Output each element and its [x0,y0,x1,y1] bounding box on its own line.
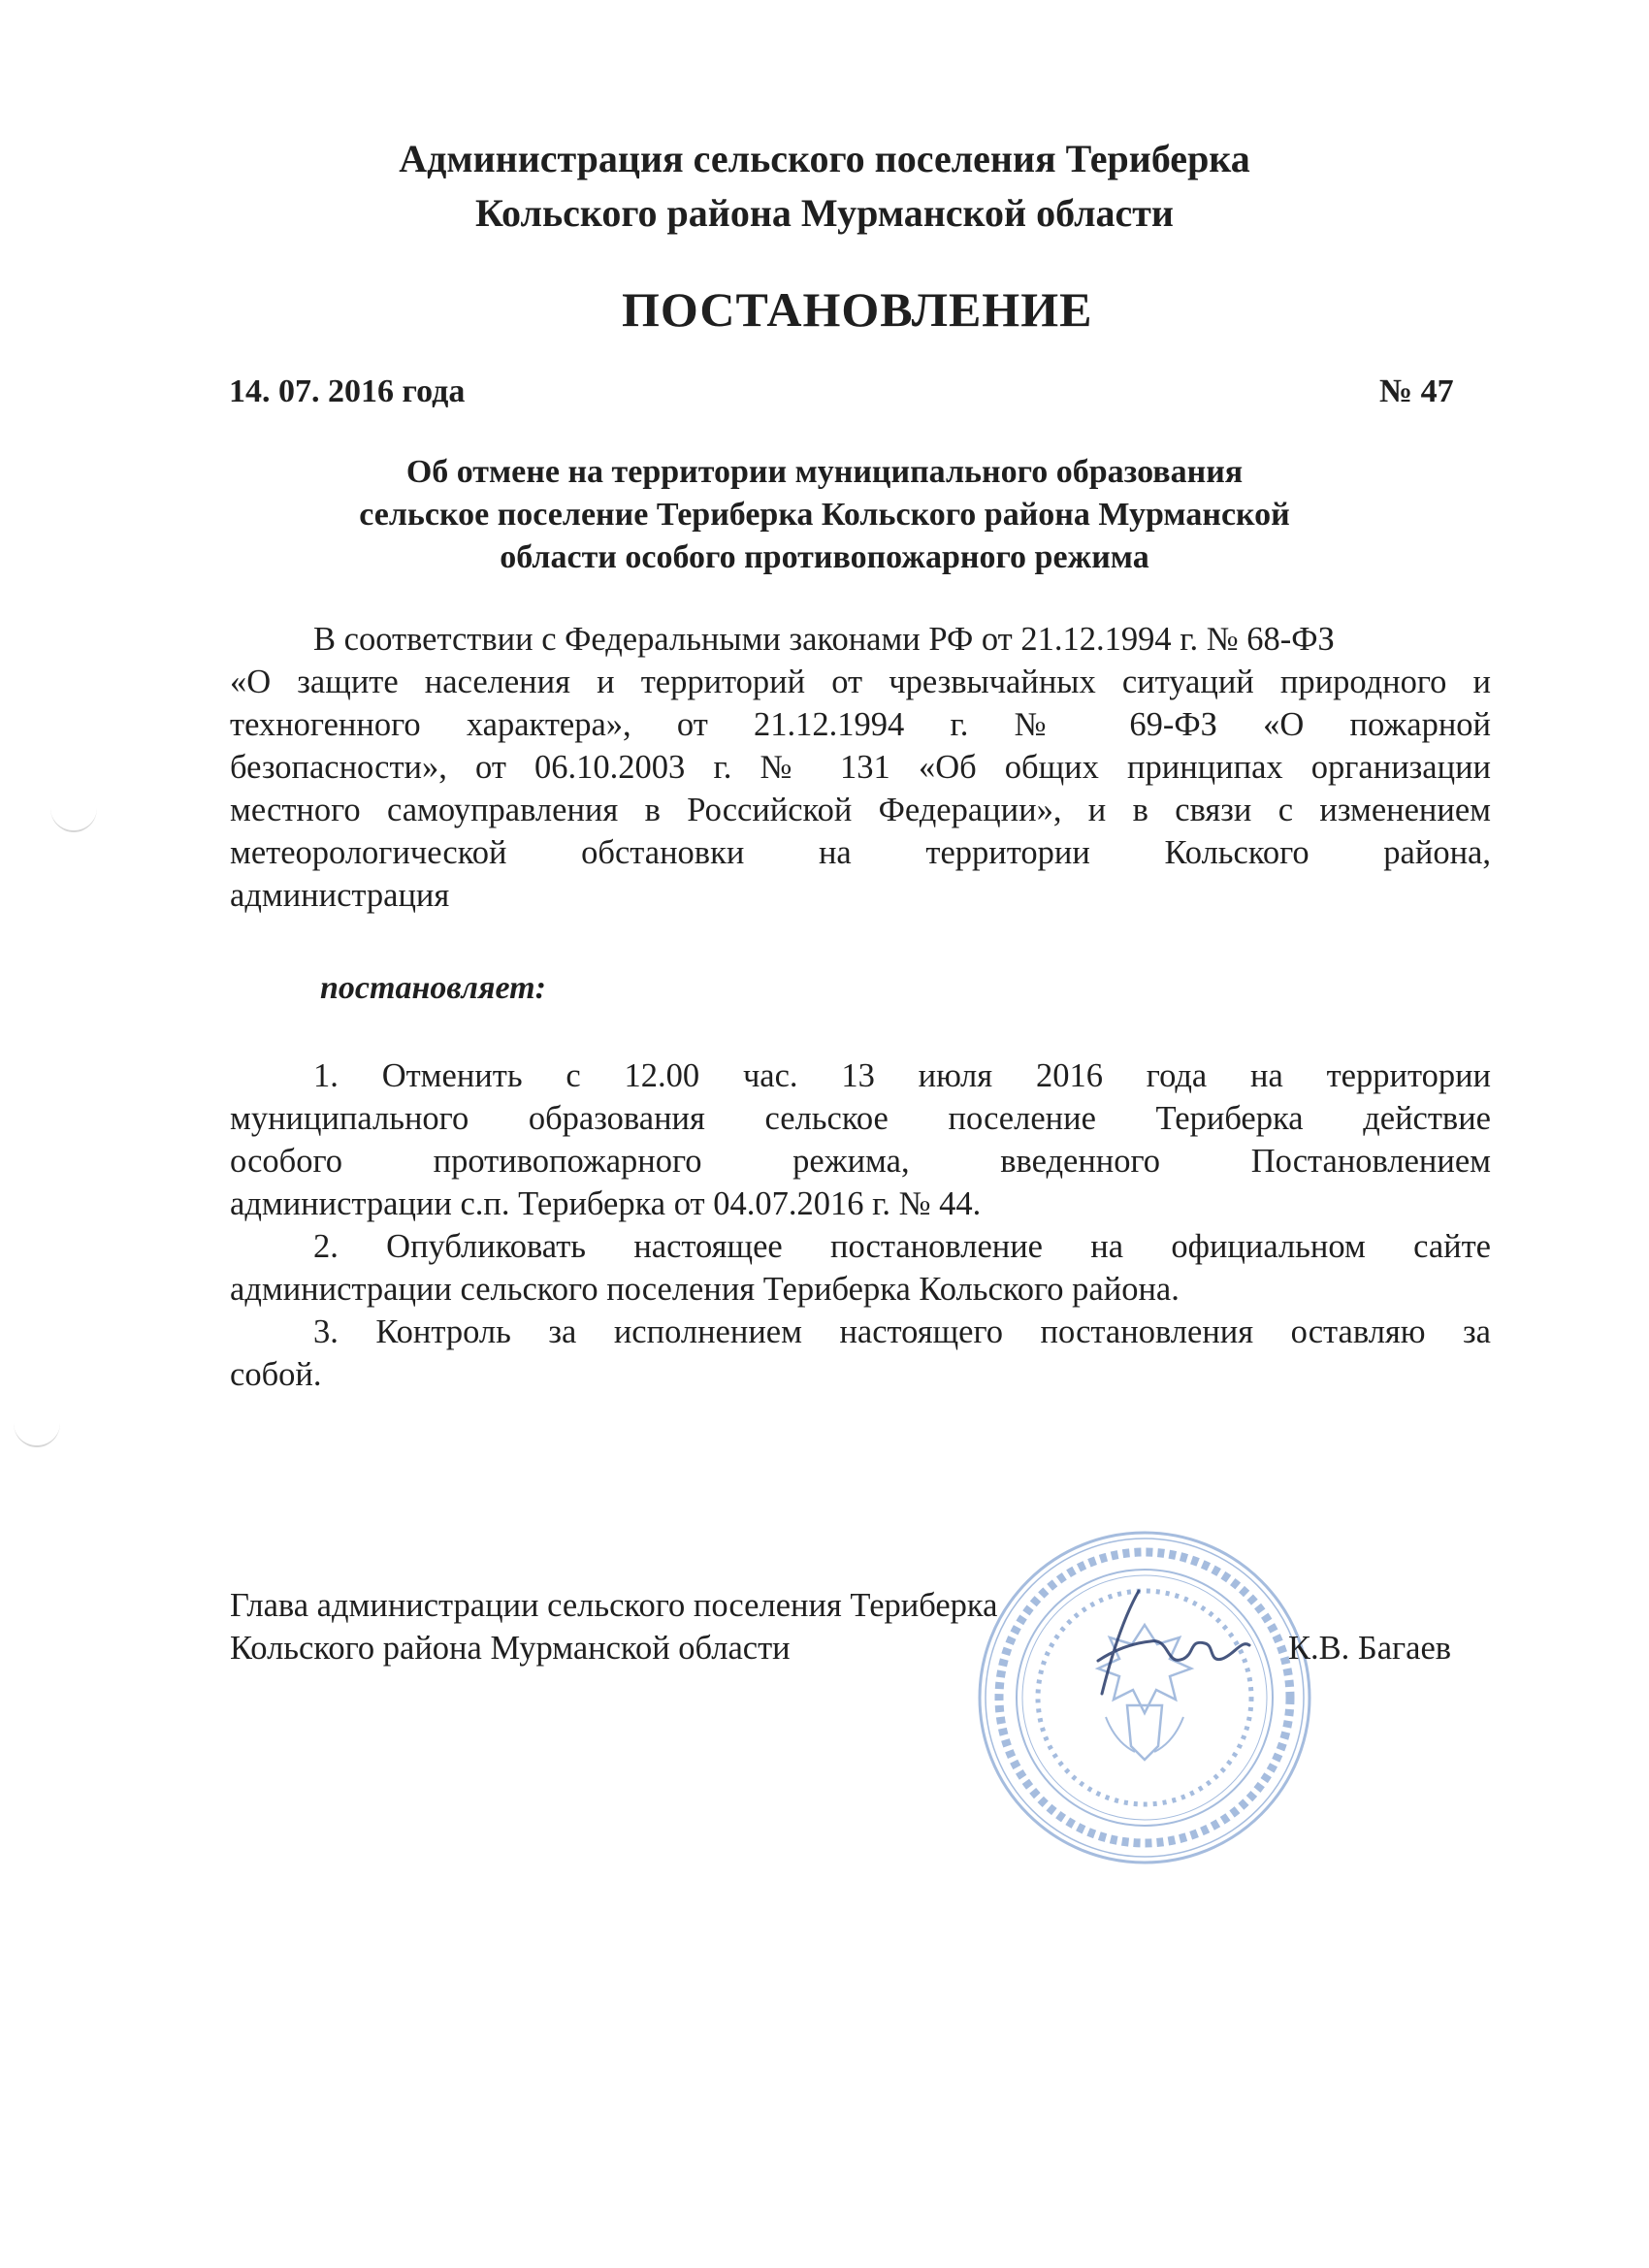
punch-hole-mark [14,1399,60,1447]
preamble-line-5: местного самоуправления в Российской Федерации», и в связи с изменением [230,792,1491,828]
signatory-position-line-1: Глава администрации сельского поселения Териберка [230,1587,998,1624]
item-1-line-4: администрации с.п. Териберка от 04.07.2016 г. № 44. [230,1185,982,1222]
item-1-line-3: особого противопожарного режима, введенного Постановлением [230,1143,1491,1180]
signatory-name: К.В. Багаев [1288,1630,1452,1667]
preamble-line-7: администрация [230,877,450,914]
document-type-title: ПОСТАНОВЛЕНИЕ [622,282,1093,337]
document-date: 14. 07. 2016 года [229,373,466,409]
subject-line-2: сельское поселение Териберка Кольского района Мурманской [359,497,1290,533]
item-1-line-2: муниципального образования сельское поселение Териберка действие [230,1100,1491,1137]
subject-line-3: области особого противопожарного режима [500,539,1149,575]
preamble-line-4: безопасности», от 06.10.2003 г. № 131 «Об общих принципах организации [230,749,1491,786]
preamble-line-1: В соответствии с Федеральными законами РФ от 21.12.1994 г. № 68-ФЗ [313,621,1335,658]
item-2-line-1: 2. Опубликовать настоящее постановление на официальном сайте [313,1228,1491,1265]
preamble-line-2: «О защите населения и территорий от чрезвычайных ситуаций природного и [230,664,1491,700]
item-2-line-2: администрации сельского поселения Териберка Кольского района. [230,1271,1180,1308]
item-1-line-1: 1. Отменить с 12.00 час. 13 июля 2016 года на территории [313,1057,1491,1094]
punch-hole-mark [50,784,97,832]
preamble-line-6: метеорологической обстановки на территории Кольского района, [230,834,1491,871]
item-3-line-1: 3. Контроль за исполнением настоящего постановления оставляю за [313,1313,1491,1350]
signatory-position-line-2: Кольского района Мурманской области [230,1630,791,1667]
item-3-line-2: собой. [230,1356,322,1393]
subject-line-1: Об отмене на территории муниципального образования [405,454,1244,490]
document-number: № 47 [1379,373,1454,409]
handwritten-signature [1077,1571,1261,1717]
org-name-line-2: Кольского района Мурманской области [475,191,1174,235]
preamble-line-3: техногенного характера», от 21.12.1994 г. № 69-ФЗ «О пожарной [230,706,1491,743]
resolves-heading: постановляет: [320,970,546,1006]
org-name-line-1: Администрация сельского поселения Териберка [399,137,1250,180]
